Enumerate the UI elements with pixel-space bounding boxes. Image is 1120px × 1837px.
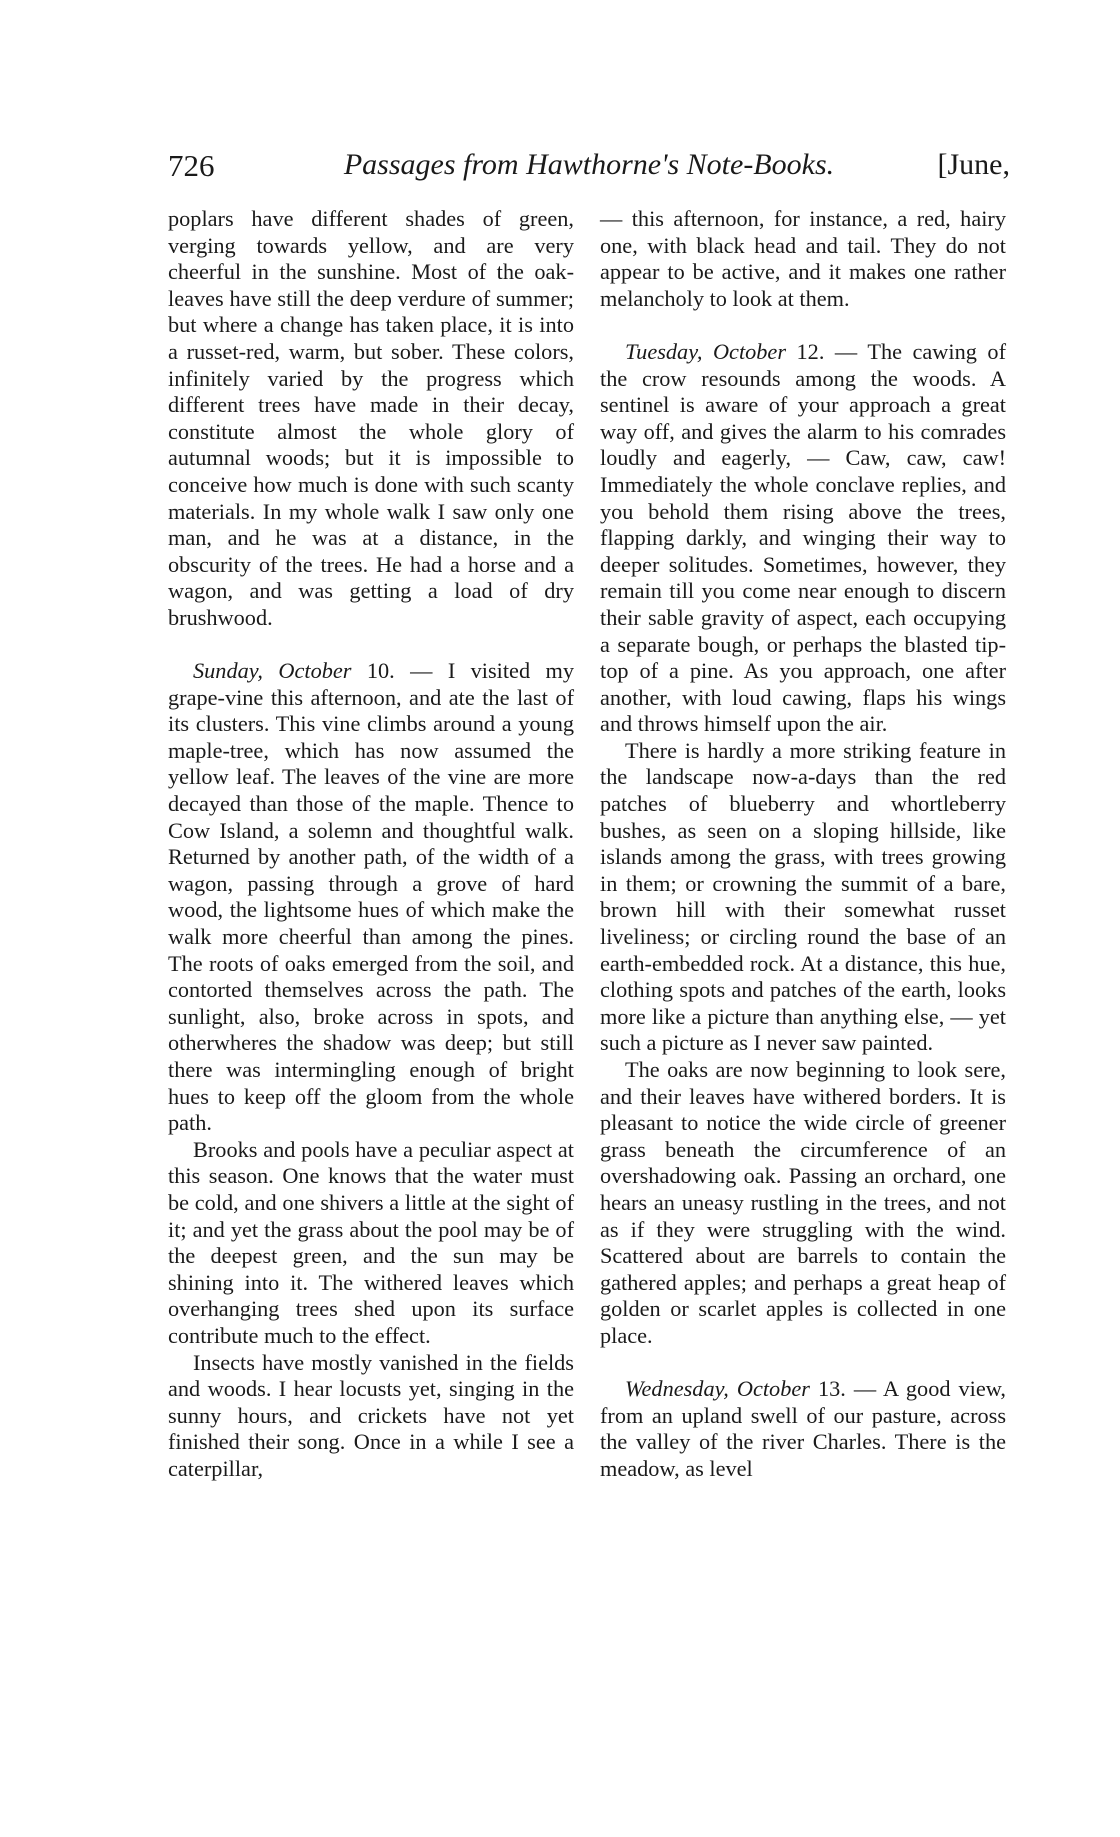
left-paragraph-brooks: Brooks and pools have a peculiar aspect at this season. One knows that the water must be cold, and one shivers a little at the sight of it; and yet the grass about the pool may be of the deepest green, and the sun may be shining into it. The withered leaves which overhanging trees shed upon its surface contribute much to the effect. xyxy=(168,1136,574,1348)
running-header xyxy=(168,148,1010,192)
left-paragraph-1: poplars have different shades of green, verging towards yellow, and are very cheerful in the sunshine. Most of the oak-leaves have still the deep verdure of summer; but where a change has taken place, it is into a russet-red, warm, but sober. These colors, infinitely varied by the progress which different trees have made in their decay, constitute almost the whole glory of autumnal woods; but it is impossible to conceive how much is done with such scanty materials. In my whole walk I saw only one man, and he was at a distance, in the obscurity of the trees. He had a horse and a wagon, and was getting a load of dry brushwood. xyxy=(168,206,574,630)
right-paragraph-wednesday xyxy=(600,1376,1006,1482)
right-paragraph-oaks: The oaks are now beginning to look sere, and their leaves have withered borders. It is pleasant to notice the wide circle of greener grass beneath the circumference of an overshadowing oak. Passing an orchard, one hears an uneasy rustling in the trees, and not as if they were struggling with the wind. Scattered about are barrels to contain the gathered apples; and perhaps a great heap of golden or scarlet apples is collected in one place. xyxy=(600,1057,1006,1348)
left-column xyxy=(168,206,574,1483)
right-paragraph-tuesday xyxy=(600,339,1006,738)
entry-text-sunday: 10. — I visited my grape-vine this afternoon, and ate the last of its clusters. This vine climbs around a young maple-tree, which has now assumed the yellow leaf. The leaves of the vine are more decayed than those of the maple. Thence to Cow Island, a solemn and thoughtful walk. Returned by another path, of the width of a wagon, passing through a grove of hard wood, the lightsome hues of which make the walk more cheerful than among the pines. The roots of oaks emerged from the soil, and contorted themselves across the path. The sunlight, also, broke across in spots, and otherwheres the shadow was deep; but still there was intermingling enough of bright hues to keep off the gloom from the whole path. xyxy=(168,658,574,1136)
page-number: 726 xyxy=(168,148,215,183)
left-paragraph-sunday xyxy=(168,658,574,1137)
entry-date-tuesday: Tuesday, October xyxy=(625,338,787,364)
entry-date-sunday: Sunday, October xyxy=(193,658,352,684)
entry-date-wednesday: Wednesday, October xyxy=(625,1376,810,1402)
right-paragraph-1: — this afternoon, for instance, a red, hairy one, with black head and tail. They do not appear to be active, and it makes one rather melancholy to look at them. xyxy=(600,206,1006,311)
right-paragraph-blueberry: There is hardly a more striking feature in the landscape now-a-days than the red patches of blueberry and whortleberry bushes, as seen on a sloping hillside, like islands among the grass, with trees growing in them; or crowning the summit of a bare, brown hill with their somewhat russet liveliness; or circling round the base of an earth-embedded rock. At a distance, this hue, clothing spots and patches of the earth, looks more like a picture than anything else, — yet such a picture as I never saw painted. xyxy=(600,737,1006,1056)
right-column xyxy=(600,206,1006,1483)
header-month: [June, xyxy=(937,148,1010,181)
left-paragraph-insects: Insects have mostly vanished in the fields and woods. I hear locusts yet, singing in the sunny hours, and crickets have not yet finished their song. Once in a while I see a caterpillar, xyxy=(168,1349,574,1481)
entry-text-wednesday: 13. — A good view, from an upland swell of our pasture, across the valley of the river Charles. There is the meadow, as level xyxy=(600,1376,1006,1481)
entry-text-tuesday: 12. — The cawing of the crow resounds among the woods. A sentinel is aware of your approach a great way off, and gives the alarm to his comrades loudly and eagerly, — Caw, caw, caw! Immediately the whole conclave replies, and you behold them rising above the trees, flapping darkly, and winging their way to deeper solitudes. Sometimes, however, they remain till you come near enough to discern their sable gravity of aspect, each occupying a separate bough, or perhaps the blasted tip-top of a pine. As you approach, one after another, with loud cawing, flaps his wings and throws himself upon the air. xyxy=(600,338,1006,737)
running-title: Passages from Hawthorne's Note-Books. xyxy=(343,148,835,181)
